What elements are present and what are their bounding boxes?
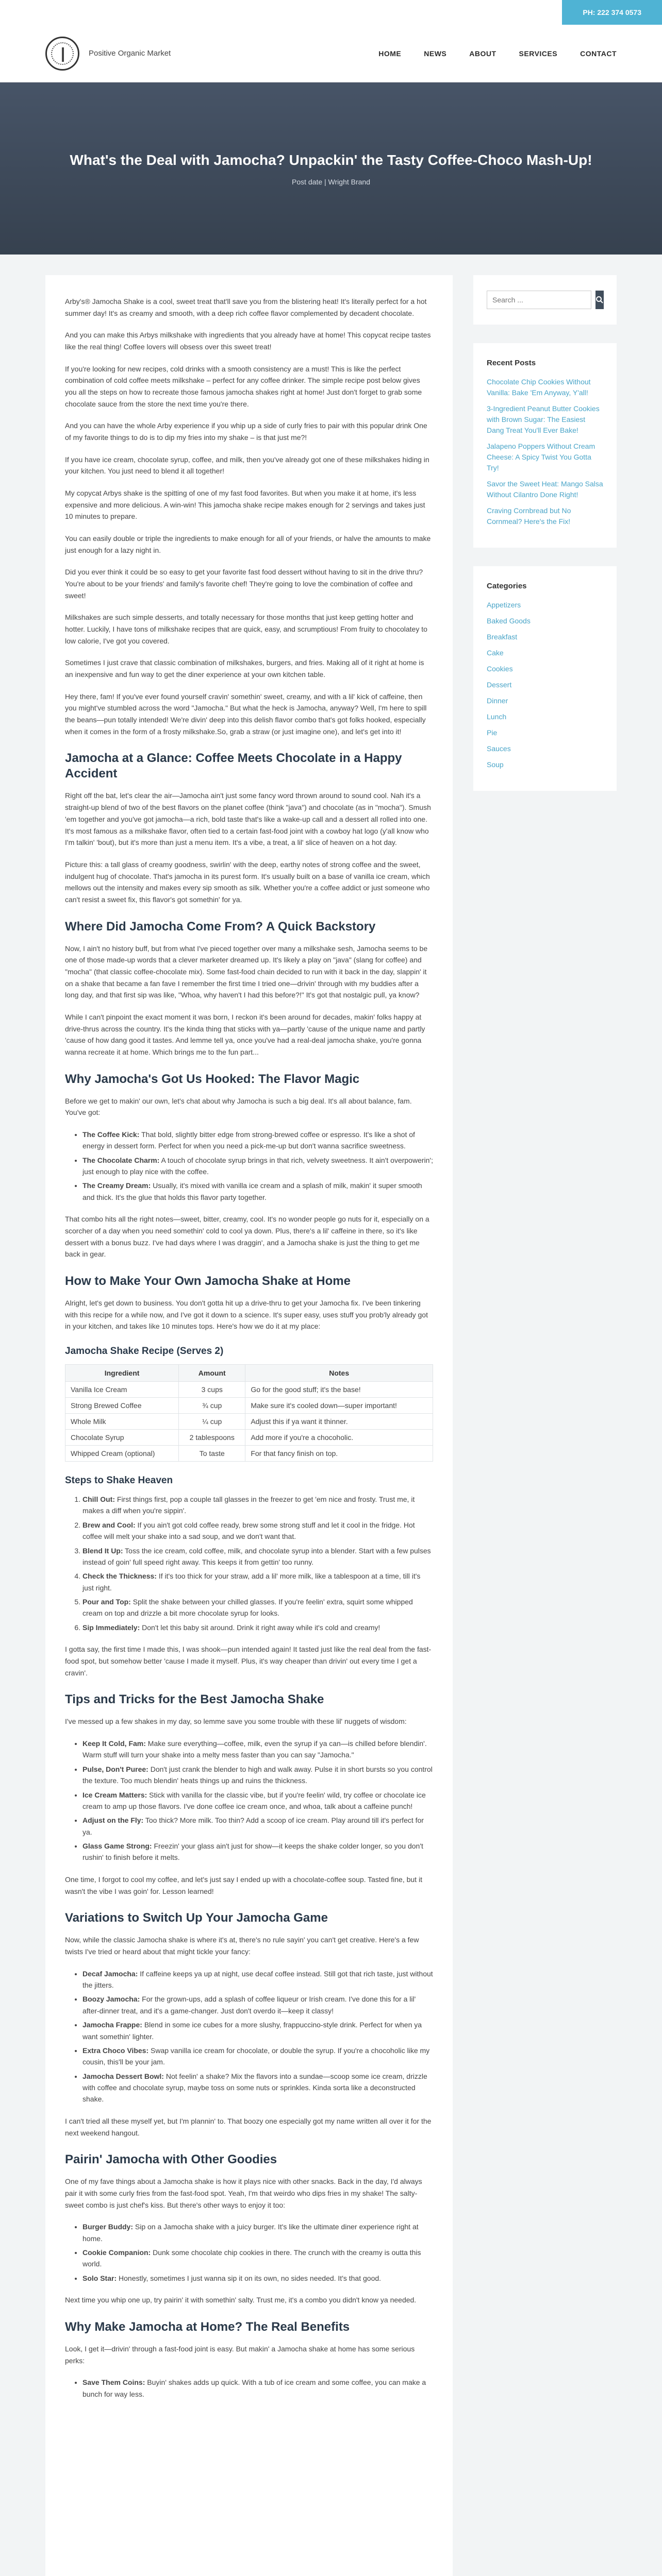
category-item	[487, 680, 603, 690]
hero-banner	[0, 82, 662, 255]
section-heading: Why Make Jamocha at Home? The Real Benefits	[65, 2319, 350, 2334]
list-item: • Burger Buddy: Sip on a Jamocha shake with a juicy burger. It's like the ultimate diner experience right at home.	[82, 2221, 433, 2244]
variations-list	[82, 1968, 433, 2105]
table-row: Whipped Cream (optional) To taste For that fancy finish on top.	[65, 1445, 433, 1461]
list-item: • Extra Choco Vibes: Swap vanilla ice cream for chocolate, or double the syrup. If you're a chocoholic like my cousin, this'll be your jam.	[82, 2045, 433, 2068]
nav-home[interactable]: HOME	[378, 49, 402, 58]
nav-services[interactable]: SERVICES	[519, 49, 558, 58]
intro-paragraph: If you're looking for new recipes, cold drinks with a smooth consistency are a must! This is like the perfect combination of cold coffee meets milkshake – perfect for any coffee drinker. The simple recipe post below gives you all the steps on how to recreate those famous jamocha shakes right at home! Just don't forget to grab some chocolate sauce from the store the next time you're there.	[65, 364, 422, 408]
list-item: • Boozy Jamocha: For the grown-ups, add a splash of coffee liqueur or Irish cream. I've done this for a lil' after-dinner treat, and it's a game-changer. Just don't overdo it—keep it classy!	[82, 1993, 433, 2016]
category-item	[487, 648, 603, 658]
section-heading: Jamocha at a Glance: Coffee Meets Chocolate in a Happy Accident	[65, 751, 402, 781]
list-item: • Jamocha Dessert Bowl: Not feelin' a shake? Mix the flavors into a sundae—scoop some ice cream, drizzle with coffee and chocolate syrup, maybe toss on some nuts or sprinkles. Kinda sorta like a deconstructed shake.	[82, 2071, 433, 2105]
category-item	[487, 616, 603, 626]
page-title: What's the Deal with Jamocha? Unpackin' the Tasty Coffee-Choco Mash-Up!	[70, 151, 592, 168]
section-paragraph: I've messed up a few shakes in my day, so lemme save you some trouble with these lil' nuggets of wisdom:	[65, 1717, 407, 1726]
category-item	[487, 711, 603, 722]
widget-title: Categories	[487, 582, 527, 590]
table-row: Vanilla Ice Cream 3 cups Go for the good stuff; it's the base!	[65, 1381, 433, 1397]
section-paragraph: Look, I get it—drivin' through a fast-food joint is easy. But makin' a Jamocha shake at home has some serious perks:	[65, 2344, 415, 2365]
intro-paragraph: And you can have the whole Arby experience if you whip up a side of curly fries to pair with this popular drink One of my favorite things to do is to dip my fries into my shake – is that just me?!	[65, 421, 427, 442]
category-item	[487, 759, 603, 770]
section-paragraph: One of my fave things about a Jamocha shake is how it plays nice with other snacks. Back in the day, I'd always pair it with some curly fries from the fast-food spot. Yeah, I'm that weirdo who dips fries in my shake! The salty-sweet combo is just chef's kiss. But there's other ways to enjoy it too:	[65, 2177, 422, 2209]
column-header: Amount	[179, 1364, 245, 1381]
list-item: 6. Sip Immediately: Don't let this baby sit around. Drink it right away while it's cold and creamy!	[82, 1622, 433, 1633]
nav-about[interactable]: ABOUT	[469, 49, 496, 58]
category-link[interactable]: Lunch	[487, 713, 507, 721]
table-header-row	[65, 1364, 433, 1381]
table-row: Chocolate Syrup 2 tablespoons Add more if you're a chocoholic.	[65, 1429, 433, 1445]
recent-post-item	[487, 403, 603, 436]
category-item	[487, 696, 603, 706]
category-link[interactable]: Pie	[487, 728, 498, 737]
recent-post-item	[487, 505, 603, 527]
list-item: • Jamocha Frappe: Blend in some ice cubes for a more slushy, frappuccino-style drink. Perfect for when ya want somethin' lighter.	[82, 2019, 433, 2042]
category-link[interactable]: Soup	[487, 760, 504, 769]
top-bar	[0, 0, 662, 25]
recent-post-link[interactable]: 3-Ingredient Peanut Butter Cookies with Brown Sugar: The Easiest Dang Treat You'll Ever Bake!	[487, 404, 600, 434]
category-item	[487, 600, 603, 611]
search-icon	[595, 296, 604, 304]
tips-list	[82, 1738, 433, 1863]
list-item: 4. Check the Thickness: If it's too thick for your straw, add a lil' more milk, like a tablespoon at a time, till it's just right.	[82, 1570, 433, 1594]
sidebar	[473, 275, 617, 2576]
list-item: 2. Brew and Cool: If you ain't got cold coffee ready, brew some strong stuff and let it cool in the fridge. Hot coffee will melt your shake into a sad soup, and we don't want that.	[82, 1519, 433, 1543]
recent-post-item	[487, 441, 603, 473]
recent-post-item	[487, 377, 603, 398]
column-header: Ingredient	[65, 1364, 179, 1381]
table-row: Strong Brewed Coffee ¾ cup Make sure it's cooled down—super important!	[65, 1397, 433, 1413]
intro-paragraph: Arby's® Jamocha Shake is a cool, sweet treat that'll save you from the blistering heat! It's literally perfect for a hot summer day! It's as creamy and smooth, with a deep rich coffee flavor complemented by decadent chocolate.	[65, 297, 427, 317]
section-paragraph: One time, I forgot to cool my coffee, and let's just say I ended up with a chocolate-coffee soup. Tasted fine, but it wasn't the vibe I was goin' for. Lesson learned!	[65, 1875, 422, 1895]
category-item	[487, 743, 603, 754]
list-item: • Decaf Jamocha: If caffeine keeps ya up at night, use decaf coffee instead. Still got that rich taste, just without the jitters.	[82, 1968, 433, 1991]
list-item: 3. Blend It Up: Toss the ice cream, cold coffee, milk, and chocolate syrup into a blender. Start with a few pulses instead of goin' full speed right away. This keeps it from gettin' too runny.	[82, 1545, 433, 1568]
list-item: • Ice Cream Matters: Stick with vanilla for the classic vibe, but if you're feelin' wild, try coffee or chocolate ice cream to amp up those flavors. I've done coffee ice cream once, and whoa, talk about a caffeine punch!	[82, 1789, 433, 1812]
intro-paragraph: Milkshakes are such simple desserts, and totally necessary for those months that just keep getting hotter and hotter. Luckily, I have tons of milkshake recipes that are quick, easy, and scrumptious! From fruity to chocolatey to low calorie, I've got you covered.	[65, 613, 427, 645]
category-link[interactable]: Dinner	[487, 697, 508, 705]
widget-title: Recent Posts	[487, 359, 536, 367]
steps-heading: Steps to Shake Heaven	[65, 1475, 173, 1486]
section-heading: How to Make Your Own Jamocha Shake at Home	[65, 1274, 351, 1288]
recent-post-link[interactable]: Chocolate Chip Cookies Without Vanilla: Bake 'Em Anyway, Y'all!	[487, 378, 591, 397]
intro-paragraph: Sometimes I just crave that classic combination of milkshakes, burgers, and fries. Making all of it right at home is an inexpensive and fun way to get the diner experience at your own kitchen table.	[65, 658, 424, 679]
steps-list	[82, 1494, 433, 1633]
intro-paragraph: My copycat Arbys shake is the spitting of one of my fast food favorites. But when you make it at home, it's less expensive and more delicious. A win-win! This jamocha shake recipe makes enough for 2 servings and takes just 10 minutes to prepare.	[65, 489, 425, 521]
section-paragraph: I can't tried all these myself yet, but I'm plannin' to. That boozy one especially got my name written all over it for the next weekend hangout.	[65, 2116, 432, 2137]
section-heading: Tips and Tricks for the Best Jamocha Shake	[65, 1692, 324, 1707]
section-paragraph: Right off the bat, let's clear the air—Jamocha ain't just some fancy word thrown around to sound cool. Nah it's a straight-up blend of two of the best flavors on the planet coffee (think "java") and chocolate (as in "mocha"). Smush 'em together and you've got jamocha—a rich, bold taste that's like a wake-up call and a dessert all rolled into one. It's most famous as a milkshake flavor, often tied to a certain fast-food joint with a cowboy hat logo (y'all know who I'm talkin' 'bout), but it's more than just a menu item. It's a vibe, a treat, a lil' slice of heaven on a hot day.	[65, 791, 431, 847]
list-item: • Adjust on the Fly: Too thick? More milk. Too thin? Add a scoop of ice cream. Play around till it's perfect for ya.	[82, 1815, 433, 1838]
intro-paragraph: And you can make this Arbys milkshake with ingredients that you already have at home! This copycat recipe tastes like the real thing! Coffee lovers will obsess over this sweet treat!	[65, 331, 431, 351]
list-item: • Keep It Cold, Fam: Make sure everything—coffee, milk, even the syrup if ya can—is chilled before blendin'. Warm stuff will turn your shake into a melty mess faster than you can say "Jamocha."	[82, 1738, 433, 1761]
intro-paragraph: If you have ice cream, chocolate syrup, coffee, and milk, then you've already got one of these milkshakes hiding in your kitchen. You just need to blend it all together!	[65, 455, 429, 476]
list-item: • Pulse, Don't Puree: Don't just crank the blender to high and walk away. Pulse it in short bursts so you control the texture. Too much blendin' heats things up and ruins the thickness.	[82, 1764, 433, 1787]
categories-widget	[473, 566, 617, 791]
list-item: • Solo Star: Honestly, sometimes I just wanna sip it on its own, no sides needed. It's that good.	[82, 2273, 433, 2284]
category-link[interactable]: Cookies	[487, 665, 513, 673]
section-heading: Where Did Jamocha Come From? A Quick Backstory	[65, 919, 376, 934]
nav-news[interactable]: NEWS	[424, 49, 447, 58]
recent-post-link[interactable]: Savor the Sweet Heat: Mango Salsa Without Cilantro Done Right!	[487, 480, 603, 499]
flavor-list	[82, 1129, 433, 1203]
list-item: 1. Chill Out: First things first, pop a couple tall glasses in the freezer to get 'em nice and frosty. Trust me, it makes a diff when you're sippin'.	[82, 1494, 433, 1517]
column-header: Notes	[245, 1364, 433, 1381]
brand[interactable]	[45, 37, 171, 71]
intro-paragraph: You can easily double or triple the ingredients to make enough for all of your friends, or halve the amounts to make just enough for a lazy night in.	[65, 534, 431, 554]
category-item	[487, 727, 603, 738]
list-item: • Cookie Companion: Dunk some chocolate chip cookies in there. The crunch with the creamy is outta this world.	[82, 2247, 433, 2270]
section-paragraph: Alright, let's get down to business. You don't gotta hit up a drive-thru to get your Jamocha fix. I've been tinkering with this recipe for a while now, and I've got it down to a science. It's super easy, uses stuff you prob'ly already got in your kitchen, and takes like 10 minutes tops. Here's how we do it at my place:	[65, 1298, 428, 1331]
category-link[interactable]: Baked Goods	[487, 617, 531, 625]
post-meta: Post date | Wright Brand	[291, 178, 370, 187]
section-paragraph: Now, I ain't no history buff, but from what I've pieced together over many a milkshake sesh, Jamocha seems to be one of those made-up words that a clever marketer dreamed up. It's likely a play on "java" (slang for coffee) and "mocha" (that classic coffee-chocolate mix). Some fast-food chain decided to run with it back in the day, slappin' it on a shake that became a fan fave I remember the first time I tried one—drivin' through with my buddies after a long day, and that first sip was like, "Whoa, why haven't I had this before?!" It's got that nostalgic pull, ya know?	[65, 944, 428, 999]
content-wrap	[0, 255, 662, 2576]
phone-number[interactable]: PH: 222 374 0573	[562, 0, 662, 25]
recipe-table	[65, 1364, 433, 1462]
search-widget	[473, 275, 617, 325]
list-item: • Glass Game Strong: Freezin' your glass ain't just for show—it keeps the shake colder longer, so you don't rushin' to finish before it melts.	[82, 1840, 433, 1863]
list-item: • The Creamy Dream: Usually, it's mixed with vanilla ice cream and a splash of milk, makin' it super smooth and thick. It's the glue that holds this flavor party together.	[82, 1180, 433, 1203]
site-header	[0, 25, 662, 82]
category-item	[487, 664, 603, 674]
pairing-list	[82, 2221, 433, 2284]
recent-posts-widget	[473, 343, 617, 548]
search-button[interactable]	[595, 291, 604, 309]
section-heading: Pairin' Jamocha with Other Goodies	[65, 2153, 277, 2167]
category-link[interactable]: Cake	[487, 649, 504, 657]
section-heading: Why Jamocha's Got Us Hooked: The Flavor Magic	[65, 1072, 360, 1086]
category-link[interactable]: Appetizers	[487, 601, 521, 609]
recipe-heading: Jamocha Shake Recipe (Serves 2)	[65, 1345, 224, 1357]
section-paragraph: While I can't pinpoint the exact moment it was born, I reckon it's been around for decades, makin' folks happy at drive-thrus across the country. It's the kinda thing that sticks with ya—partly 'cause of the unique name and partly 'cause of how dang good it tastes. And lemme tell ya, once you've had a real-deal jamocha shake, you're gonna wanna recreate it at home. Which brings me to the fun part...	[65, 1012, 425, 1056]
site-name: Positive Organic Market	[89, 49, 171, 58]
recent-post-link[interactable]: Jalapeno Poppers Without Cream Cheese: A Spicy Twist You Gotta Try!	[487, 442, 595, 472]
recent-post-link[interactable]: Craving Cornbread but No Cornmeal? Here's the Fix!	[487, 506, 571, 526]
section-paragraph: I gotta say, the first time I made this, I was shook—pun intended again! It tasted just like the real deal from the fast-food spot, but somehow better 'cause I made it myself. Plus, it's way cheaper than drivin' out every time I get a cravin'.	[65, 1645, 432, 1677]
table-row: Whole Milk ¼ cup Adjust this if ya want it thinner.	[65, 1413, 433, 1429]
section-paragraph: Now, while the classic Jamocha shake is where it's at, there's no rule sayin' you can't get creative. Here's a few twists I've tried or heard about that might tickle your fancy:	[65, 1936, 419, 1956]
list-item: • The Coffee Kick: That bold, slightly bitter edge from strong-brewed coffee or espresso. It's like a shot of energy in dessert form. Perfect for when you need a pick-me-up but don't wanna sacrifice sweetness.	[82, 1129, 433, 1152]
nav-contact[interactable]: CONTACT	[580, 49, 617, 58]
tree-logo-icon	[45, 37, 79, 71]
intro-paragraph: Hey there, fam! If you've ever found yourself cravin' somethin' sweet, creamy, and with a lil' kick of caffeine, then you might've stumbled across the word "Jamocha." But what the heck is Jamocha, anyway? Well, I'm here to spill the beans—pun totally intended! We're divin' deep into this delish flavor combo that's got folks hooked, especially when it comes in the form of a frosty milkshake.So, grab a straw (or just imagine one), and let's get into it!	[65, 692, 427, 736]
section-heading: Variations to Switch Up Your Jamocha Game	[65, 1911, 328, 1925]
section-paragraph: Next time you whip one up, try pairin' it with somethin' salty. Trust me, it's a combo you didn't know ya needed.	[65, 2296, 417, 2304]
category-item	[487, 632, 603, 642]
benefits-list	[82, 2377, 433, 2400]
main-nav	[378, 49, 617, 58]
search-input[interactable]	[487, 291, 591, 309]
section-paragraph: Before we get to makin' our own, let's chat about why Jamocha is such a big deal. It's all about balance, fam. You've got:	[65, 1096, 412, 1117]
list-item: • Save Them Coins: Buyin' shakes adds up quick. With a tub of ice cream and some coffee, you can make a bunch for way less.	[82, 2377, 433, 2400]
section-paragraph: Picture this: a tall glass of creamy goodness, swirlin' with the deep, earthy notes of strong coffee and the sweet, indulgent hug of chocolate. That's jamocha in its purest form. It's usually built on a base of vanilla ice cream, which mellows out the intensity and makes every sip smooth as silk. Whether you're a coffee addict or just someone who can't resist a sweet fix, this flavor's got somethin' for ya.	[65, 860, 430, 904]
category-link[interactable]: Dessert	[487, 681, 512, 689]
category-link[interactable]: Breakfast	[487, 633, 518, 641]
list-item: • The Chocolate Charm: A touch of chocolate syrup brings in that rich, velvety sweetness. It ain't overpowerin'; just enough to play nice with the coffee.	[82, 1155, 433, 1178]
list-item: 5. Pour and Top: Split the shake between your chilled glasses. If you're feelin' extra, squirt some whipped cream on top and drizzle a bit more chocolate syrup for looks.	[82, 1596, 433, 1619]
article	[45, 275, 453, 2576]
intro-paragraph: Did you ever think it could be so easy to get your favorite fast food dessert without having to sit in the drive thru? You're about to be your friends' and family's favorite chef! They're going to love the combination of coffee and sweet!	[65, 568, 423, 600]
section-paragraph: That combo hits all the right notes—sweet, bitter, creamy, cool. It's no wonder people go nuts for it, especially on a scorcher of a day when you need somethin' cold to cool ya down. Plus, there's a lil' caffeine in there, so it's like dessert with a bonus buzz. I've had days where I was draggin', and a Jamocha shake is just the thing to get me back in gear.	[65, 1215, 429, 1259]
category-link[interactable]: Sauces	[487, 744, 511, 753]
recent-post-item	[487, 479, 603, 500]
search-form	[487, 291, 603, 309]
